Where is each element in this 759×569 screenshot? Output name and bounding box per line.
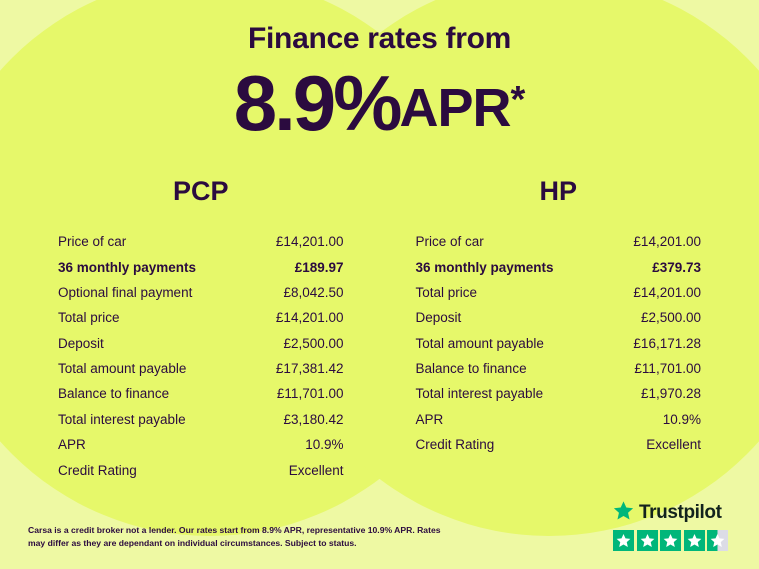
- disclaimer-text: Carsa is a credit broker not a lender. Our rates start from 8.9% APR, representative 10.9% APR. Rates may differ as they are dependant on individual circumstances. Subject to status.: [28, 525, 441, 548]
- star-icon: [613, 530, 634, 551]
- trustpilot-rating: [613, 500, 733, 551]
- table-row: [58, 432, 344, 457]
- row-label: Total price: [415, 284, 478, 300]
- row-value: £14,201.00: [275, 234, 344, 250]
- row-label: APR: [415, 411, 444, 427]
- row-label: Price of car: [58, 234, 127, 250]
- row-value: £14,201.00: [275, 310, 344, 326]
- star-icon: [637, 530, 658, 551]
- row-label: Price of car: [415, 234, 484, 250]
- table-row: [416, 305, 702, 330]
- rate-display: [0, 59, 759, 147]
- table-row: [416, 381, 702, 406]
- row-value: £17,381.42: [275, 361, 344, 377]
- table-row: [416, 331, 702, 356]
- row-label: Total price: [58, 310, 120, 326]
- hp-title: HP: [539, 176, 577, 206]
- footer: [0, 502, 759, 569]
- row-label: 36 monthly payments: [415, 259, 554, 275]
- table-row: [58, 457, 344, 482]
- page-title: Finance rates from: [247, 22, 512, 55]
- table-row: [58, 254, 344, 279]
- table-row: [58, 407, 344, 432]
- row-label: Deposit: [58, 335, 104, 351]
- row-label: Total interest payable: [415, 386, 544, 402]
- pcp-title: PCP: [172, 176, 229, 206]
- trustpilot-star-icon: [613, 500, 634, 526]
- row-value: £2,500.00: [640, 310, 701, 326]
- table-row: [58, 356, 344, 381]
- row-value: £8,042.50: [283, 284, 344, 300]
- row-value: £16,171.28: [633, 335, 701, 351]
- row-value: 10.9%: [662, 411, 701, 427]
- row-label: Total amount payable: [415, 335, 544, 351]
- finance-columns: [0, 176, 759, 483]
- table-row: [416, 280, 702, 305]
- trustpilot-stars: [613, 530, 733, 551]
- table-row: [416, 356, 702, 381]
- star-icon: [660, 530, 681, 551]
- table-row: [416, 254, 702, 279]
- row-value: £14,201.00: [633, 234, 701, 250]
- row-value: £2,500.00: [283, 335, 344, 351]
- row-value: 10.9%: [305, 437, 344, 453]
- row-label: Total interest payable: [58, 411, 186, 427]
- rate-value: 8.9%: [233, 59, 400, 147]
- row-value: £189.97: [294, 259, 344, 275]
- table-row: [416, 229, 702, 254]
- table-row: [416, 432, 702, 457]
- row-label: Total amount payable: [58, 361, 187, 377]
- row-value: £379.73: [652, 259, 701, 275]
- rate-unit: APR: [399, 78, 511, 138]
- star-icon: [684, 530, 705, 551]
- trustpilot-name: Trustpilot: [639, 502, 722, 523]
- table-row: [58, 331, 344, 356]
- table-row: [416, 407, 702, 432]
- table-row: [58, 229, 344, 254]
- table-row: [58, 305, 344, 330]
- row-value: £11,701.00: [276, 386, 344, 402]
- half-star-icon: [707, 530, 728, 551]
- row-value: £14,201.00: [633, 284, 701, 300]
- table-row: [58, 381, 344, 406]
- row-label: Optional final payment: [58, 284, 193, 300]
- row-label: Deposit: [415, 310, 462, 326]
- row-value: £11,701.00: [634, 361, 701, 377]
- row-label: Credit Rating: [415, 437, 495, 453]
- table-row: [58, 280, 344, 305]
- row-label: Balance to finance: [58, 386, 170, 402]
- pcp-column: [58, 176, 380, 483]
- row-label: Balance to finance: [415, 361, 527, 377]
- hp-column: [380, 176, 702, 483]
- row-value: Excellent: [288, 462, 344, 478]
- row-value: Excellent: [646, 437, 701, 453]
- trustpilot-logo: [613, 500, 733, 526]
- row-label: Credit Rating: [58, 462, 137, 478]
- row-label: APR: [58, 437, 86, 453]
- row-value: £3,180.42: [283, 411, 344, 427]
- row-value: £1,970.28: [640, 386, 701, 402]
- rate-asterisk: *: [510, 79, 526, 121]
- row-label: 36 monthly payments: [58, 259, 197, 275]
